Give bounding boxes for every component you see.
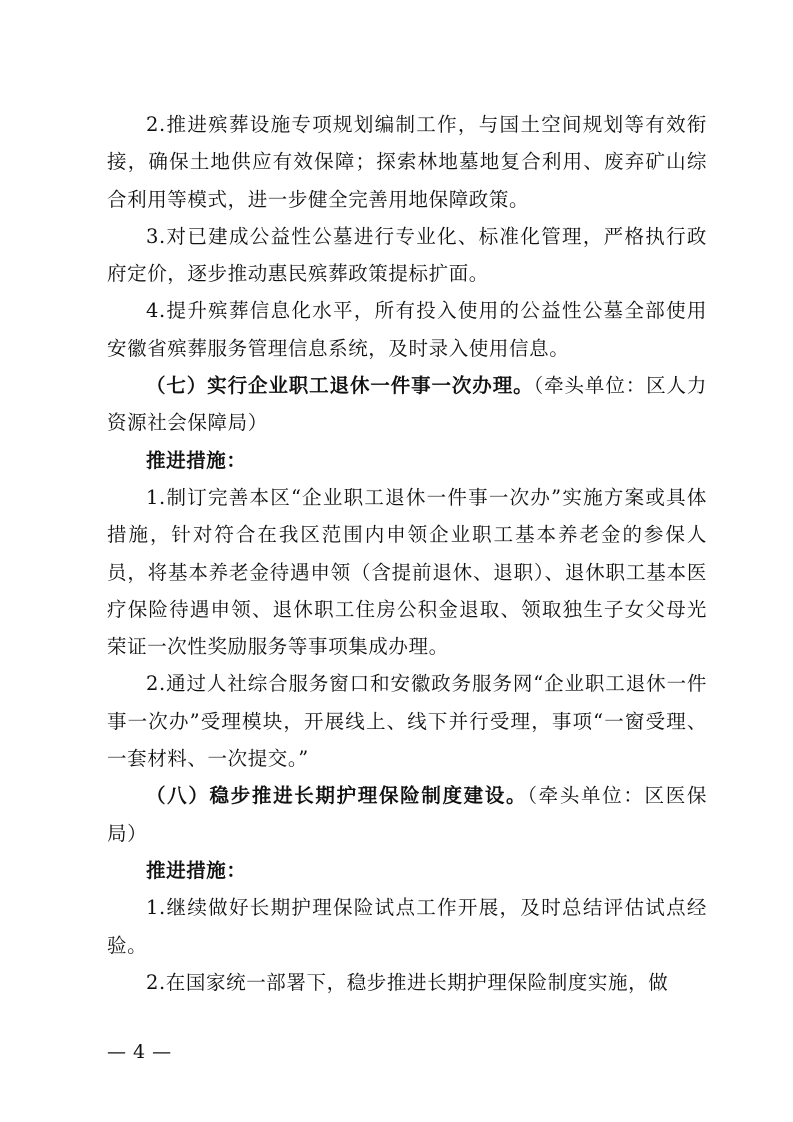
section-8-lead-unit: （牵头单位：区医保局） xyxy=(107,784,707,845)
section-8-measure-1: 1.继续做好长期护理保险试点工作开展，及时总结评估试点经验。 xyxy=(107,896,707,957)
paragraph-2-facility-planning: 2.推进殡葬设施专项规划编制工作，与国土空间规划等有效衔接，确保土地供应有效保障；探索林地墓地复合利用、废弃矿山综合利用等模式，进一步健全完善用地保障政策。 xyxy=(107,113,707,211)
section-7-measure-1: 1.制订完善本区“企业职工退休一件事一次办”实施方案或具体措施，针对符合在我区范围内申领企业职工基本养老金的参保人员，将基本养老金待遇申领（含提前退休、退职）、退休职工基本医疗保险待遇申领、退休职工住房公积金退取、领取独生子女父母光荣证一次性奖励服务等事项集成办理。 xyxy=(107,485,707,659)
section-8-heading xyxy=(107,777,707,852)
document-body xyxy=(107,106,707,1001)
paragraph-3-cemetery-management: 3.对已建成公益性公墓进行专业化、标准化管理，严格执行政府定价，逐步推动惠民殡葬政策提标扩面。 xyxy=(107,224,707,286)
section-8-title: （八）稳步推进长期护理保险制度建设。 xyxy=(146,784,528,808)
section-8-measure-2: 2.在国家统一部署下，稳步推进长期护理保险制度实施，做 xyxy=(146,970,669,994)
section-7-heading xyxy=(107,367,707,442)
paragraph-4-informatization: 4.提升殡葬信息化水平，所有投入使用的公益性公墓全部使用安徽省殡葬服务管理信息系统，及时录入使用信息。 xyxy=(107,299,707,360)
page-number: — 4 — xyxy=(107,1041,172,1063)
section-7-lead-unit: （牵头单位：区人力资源社会保障局） xyxy=(107,374,708,435)
section-7-title: （七）实行企业职工退休一件事一次办理。 xyxy=(146,374,534,398)
measures-heading-8: 推进措施： xyxy=(146,858,247,882)
section-7-measure-2: 2.通过人社综合服务窗口和安徽政务服务网“企业职工退休一件事一次办”受理模块，开展线上、线下并行受理，事项“一窗受理、一套材料、一次提交。” xyxy=(107,672,707,771)
measures-heading-7: 推进措施： xyxy=(146,448,247,472)
